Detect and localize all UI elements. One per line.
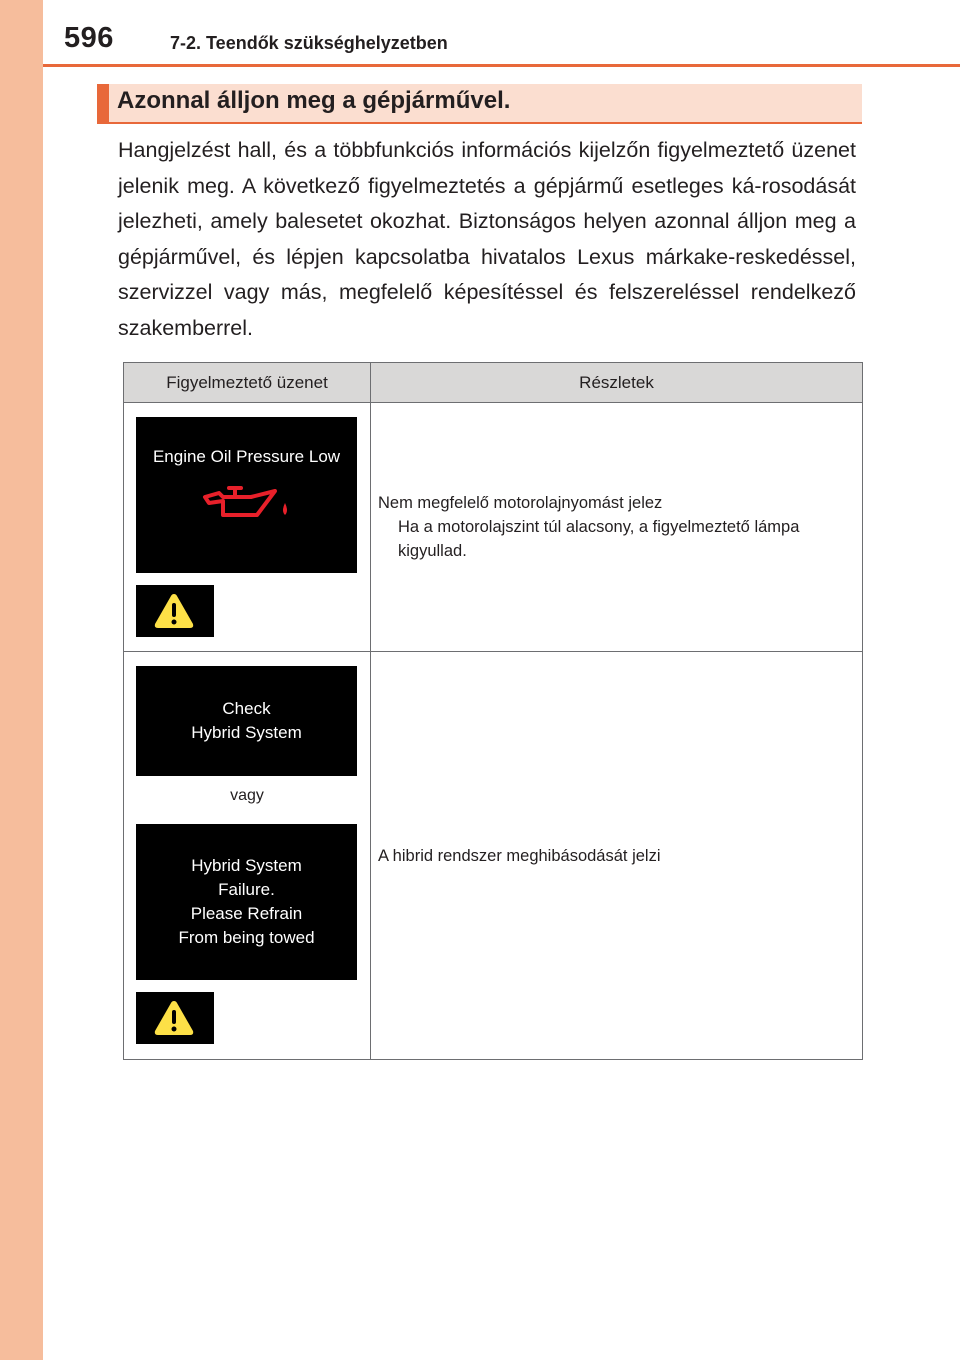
details-cell xyxy=(371,403,863,652)
display-screen-check-hybrid xyxy=(136,666,357,776)
section-heading-box xyxy=(97,84,862,124)
detail-main: A hibrid rendszer meghibásodását jelzi xyxy=(378,846,661,865)
warning-triangle-icon xyxy=(152,998,196,1038)
message-cell xyxy=(124,652,371,1060)
screen-text: Please Refrain xyxy=(190,904,303,923)
display-screen-oil xyxy=(136,417,357,573)
message-cell xyxy=(124,403,371,652)
screen-text: From being towed xyxy=(178,928,315,947)
screen-text: Hybrid System xyxy=(191,723,302,742)
table-header-row xyxy=(124,363,863,403)
header-message: Figyelmeztető üzenet xyxy=(124,363,371,403)
section-heading-bar xyxy=(97,84,109,124)
screen-text: Failure. xyxy=(218,880,275,899)
section-title: Azonnal álljon meg a gépjárművel. xyxy=(117,87,511,114)
page-number: 596 xyxy=(64,22,114,54)
table-row xyxy=(124,403,863,652)
intro-paragraph: Hangjelzést hall, és a többfunkciós információs kijelzőn figyelmeztető üzenet jelenik meg. A következő figyelmeztetés a gépjármű esetleges ká-rosodását jelezheti, amely balesetet okozhat. Biztonságos helyen azonnal álljon meg a gépjárművel, és lépjen kapcsolatba hivatalos Lexus márkake-reskedéssel, szervizzel vagy más, megfelelő képesítéssel és felszereléssel rendelkező szakemberrel. xyxy=(118,138,856,340)
header-rule xyxy=(43,64,960,67)
screen-text: Check xyxy=(222,699,271,718)
oil-can-icon xyxy=(201,483,293,523)
screen-text: Hybrid System xyxy=(191,856,302,875)
table-row xyxy=(124,652,863,1060)
warning-table xyxy=(123,362,863,1060)
screen-text: Engine Oil Pressure Low xyxy=(152,447,341,466)
warning-triangle-icon xyxy=(152,591,196,631)
warning-indicator xyxy=(136,585,214,637)
display-screen-hybrid-failure xyxy=(136,824,357,980)
details-cell xyxy=(371,652,863,1060)
detail-sub: Ha a motorolajszint túl alacsony, a figyelmeztető lámpa kigyullad. xyxy=(398,518,800,560)
chapter-title: 7-2. Teendők szükséghelyzetben xyxy=(170,33,448,53)
or-text: vagy xyxy=(230,787,264,804)
header-details: Részletek xyxy=(371,363,863,403)
side-strip xyxy=(0,0,43,1360)
warning-indicator xyxy=(136,992,214,1044)
detail-main: Nem megfelelő motorolajnyomást jelez xyxy=(378,494,663,512)
